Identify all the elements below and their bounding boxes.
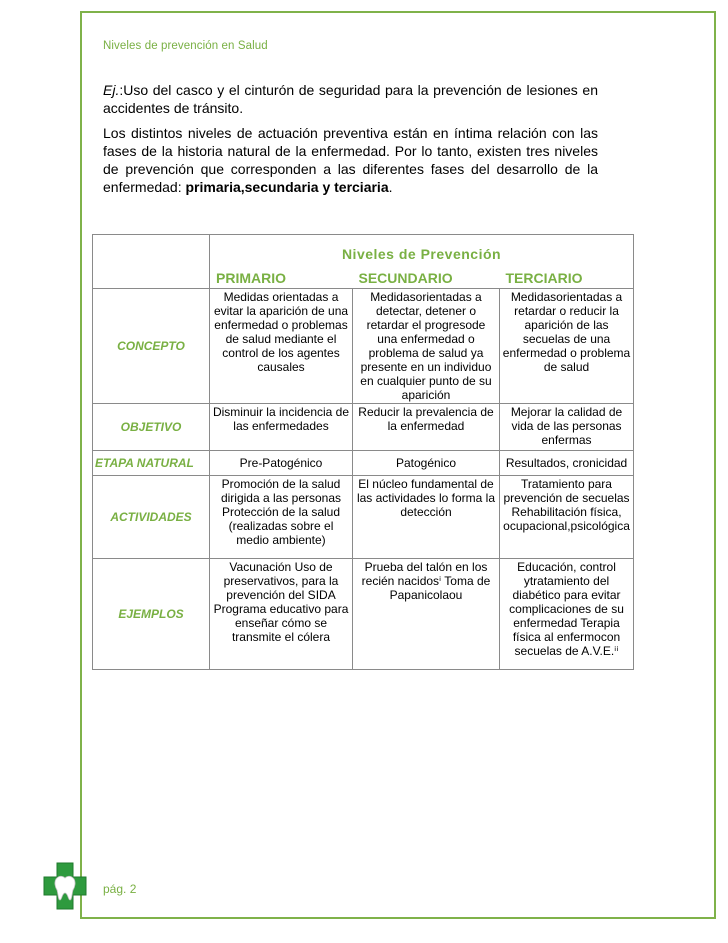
table-corner-cell bbox=[93, 235, 210, 289]
table-title-row bbox=[93, 235, 634, 269]
green-cross-tooth-icon bbox=[42, 861, 88, 911]
table-cell: Resultados, cronicidad bbox=[500, 451, 634, 476]
table-cell: Promoción de la salud dirigida a las personas Protección de la salud (realizadas sobre el medio ambiente) bbox=[210, 476, 353, 559]
example-text: :Uso del casco y el cinturón de seguridad para la prevención de lesiones en accidentes de tránsito. bbox=[103, 82, 598, 116]
example-label: Ej. bbox=[103, 82, 120, 98]
prevention-levels-table bbox=[92, 234, 634, 670]
row-label-actividades: ACTIVIDADES bbox=[93, 476, 210, 559]
table-cell: Mejorar la calidad de vida de las personas enfermas bbox=[500, 404, 634, 451]
table-cell: Educación, control ytratamiento del diabético para evitar complicaciones de su enfermedad Terapia física al enfermocon secuelas de A.V.E.ⁱⁱ bbox=[500, 559, 634, 670]
row-label-etapa-natural: ETAPA NATURAL bbox=[93, 451, 210, 476]
table-row bbox=[93, 289, 634, 404]
table-cell: Disminuir la incidencia de las enfermedades bbox=[210, 404, 353, 451]
table-row bbox=[93, 451, 634, 476]
column-header-primario: PRIMARIO bbox=[210, 268, 353, 289]
table-cell: Medidasorientadas a detectar, detener o retardar el progresode una enfermedad o problema de salud ya presente en un individuo en cualquier punto de su aparición bbox=[353, 289, 500, 404]
intro-end: . bbox=[388, 179, 393, 195]
page-number: pág. 2 bbox=[103, 882, 137, 896]
table-row bbox=[93, 476, 634, 559]
table-cell: Patogénico bbox=[353, 451, 500, 476]
column-header-secundario: SECUNDARIO bbox=[353, 268, 500, 289]
example-paragraph bbox=[103, 81, 598, 117]
intro-text: Los distintos niveles de actuación preventiva están en íntima relación con las fases de la historia natural de la enfermedad. Por lo tanto, existen tres niveles de prevención que corresponden a las diferentes fases del desarrollo de la enfermedad: bbox=[103, 125, 598, 195]
row-label-objetivo: OBJETIVO bbox=[93, 404, 210, 451]
table-cell: Medidas orientadas a evitar la aparición de una enfermedad o problemas de salud mediante el control de los agentes causales bbox=[210, 289, 353, 404]
table-row bbox=[93, 559, 634, 670]
table-row bbox=[93, 404, 634, 451]
table-cell: Medidasorientadas a retardar o reducir la aparición de las secuelas de una enfermedad o problema de salud bbox=[500, 289, 634, 404]
intro-bold: primaria,secundaria y terciaria bbox=[185, 179, 389, 195]
table-cell: Prueba del talón en los recién nacidosⁱ Toma de Papanicolaou bbox=[353, 559, 500, 670]
table-cell: Reducir la prevalencia de la enfermedad bbox=[353, 404, 500, 451]
column-header-terciario: TERCIARIO bbox=[500, 268, 634, 289]
table-cell: Tratamiento para prevención de secuelas Rehabilitación física, ocupacional,psicológica bbox=[500, 476, 634, 559]
row-label-ejemplos: EJEMPLOS bbox=[93, 559, 210, 670]
page-header: Niveles de prevención en Salud bbox=[103, 40, 268, 52]
intro-paragraph bbox=[103, 124, 598, 196]
table-cell: El núcleo fundamental de las actividades lo forma la detección bbox=[353, 476, 500, 559]
table-title: Niveles de Prevención bbox=[210, 235, 634, 269]
table-cell: Pre-Patogénico bbox=[210, 451, 353, 476]
row-label-concepto: CONCEPTO bbox=[93, 289, 210, 404]
table-cell: Vacunación Uso de preservativos, para la prevención del SIDA Programa educativo para enseñar cómo se transmite el cólera bbox=[210, 559, 353, 670]
